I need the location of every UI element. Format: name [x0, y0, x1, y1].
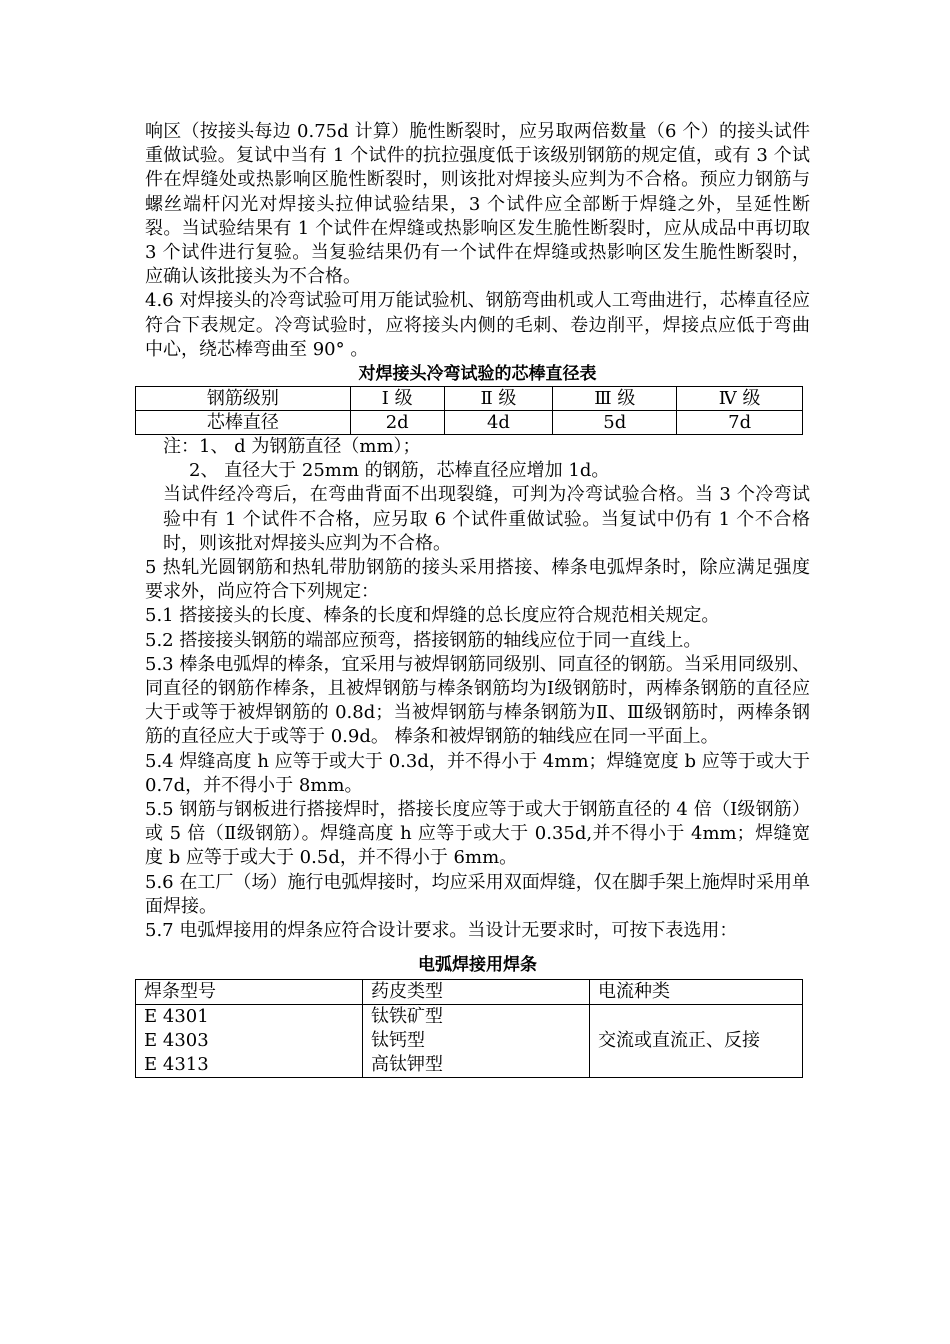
- table-cell: 芯棒直径: [136, 411, 351, 435]
- table-cell: 焊条型号: [136, 980, 363, 1005]
- table-cell: 2d: [350, 411, 444, 435]
- paragraph-5-7: 5.7 电弧焊接用的焊条应符合设计要求。当设计无要求时，可按下表选用：: [145, 920, 738, 942]
- coating-type: 钛铁矿型: [371, 1006, 443, 1028]
- table-row: [136, 980, 803, 1005]
- paragraph-5-3: 5.3 棒条电弧焊的棒条，宜采用与被焊钢筋同级别、同直径的钢筋。当采用同级别、同直径的钢筋作棒条，且被焊钢筋与棒条钢筋均为Ⅰ级钢筋时，两棒条钢筋的直径应大于或等于被焊钢筋的 0.8d；当被焊钢筋与棒条钢筋为Ⅱ、Ⅲ级钢筋时，两棒条钢筋的直径应大于或等于 0.9d。 棒条和被焊钢筋的轴线应在同一平面上。: [145, 653, 810, 748]
- table-cell: Ⅲ 级: [553, 387, 677, 411]
- note-1: 注：1、 d 为钢筋直径（mm）；: [163, 436, 421, 458]
- paragraph-5-2: 5.2 搭接接头钢筋的端部应预弯，搭接钢筋的轴线应位于同一直线上。: [145, 629, 702, 651]
- coating-types-cell: [363, 1005, 590, 1078]
- table-row: [136, 387, 803, 411]
- table-cell: 电流种类: [590, 980, 803, 1005]
- mandrel-diameter-table: [135, 386, 803, 435]
- table2-title: 电弧焊接用焊条: [418, 955, 537, 976]
- paragraph-5-1: 5.1 搭接接头的长度、棒条的长度和焊缝的总长度应符合规范相关规定。: [145, 605, 720, 627]
- table-cell: Ⅰ 级: [350, 387, 444, 411]
- table-cell: Ⅳ 级: [677, 387, 803, 411]
- table-cell: 5d: [553, 411, 677, 435]
- electrode-model: E 4313: [144, 1054, 209, 1076]
- table-row: [136, 1005, 803, 1078]
- paragraph-5-6: 5.6 在工厂（场）施行电弧焊接时，均应采用双面焊缝，仅在脚手架上施焊时采用单面焊接。: [145, 871, 810, 917]
- table1-title: 对焊接头冷弯试验的芯棒直径表: [358, 364, 597, 385]
- paragraph-5-4: 5.4 焊缝高度 h 应等于或大于 0.3d，并不得小于 4mm；焊缝宽度 b 应等于或大于 0.7d，并不得小于 8mm。: [145, 750, 810, 796]
- document-page: [145, 120, 810, 1078]
- table-cell: 药皮类型: [363, 980, 590, 1005]
- electrode-table: [135, 979, 803, 1078]
- table-cell: 4d: [444, 411, 553, 435]
- electrode-models-cell: [136, 1005, 363, 1078]
- coating-type: 钛钙型: [371, 1030, 425, 1052]
- paragraph-5: 5 热轧光圆钢筋和热轧带肋钢筋的接头采用搭接、棒条电弧焊条时，除应满足强度要求外，尚应符合下列规定：: [145, 557, 810, 603]
- coating-type: 高钛钾型: [371, 1054, 443, 1076]
- paragraph-brittle-fracture: 响区（按接头每边 0.75d 计算）脆性断裂时，应另取两倍数量（6 个）的接头试件重做试验。复试中当有 1 个试件的抗拉强度低于该级别钢筋的规定值，或有 3 个试件在焊缝处或热影响区脆性断裂时，则该批对焊接头应判为不合格。预应力钢筋与螺丝端杆闪光对焊接头拉伸试验结果，3 个试件应全部断于焊缝之外，呈延性断裂。当试验结果有 1 个试件在焊缝或热影响区发生脆性断裂时，应从成品中再切取 3 个试件进行复验。当复验结果仍有一个试件在焊缝或热影响区发生脆性断裂时，应确认该批接头为不合格。: [145, 121, 810, 288]
- current-type-cell: 交流或直流正、反接: [590, 1005, 803, 1078]
- note-2: 2、 直径大于 25mm 的钢筋，芯棒直径应增加 1d。: [189, 460, 610, 482]
- electrode-model: E 4301: [144, 1006, 209, 1028]
- paragraph-5-5: 5.5 钢筋与钢板进行搭接焊时，搭接长度应等于或大于钢筋直径的 4 倍（Ⅰ级钢筋）或 5 倍（Ⅱ级钢筋）。焊缝高度 h 应等于或大于 0.35d,并不得小于 4mm；焊缝宽度 b 应等于或大于 0.5d，并不得小于 6mm。: [145, 799, 810, 869]
- paragraph-4-6: 4.6 对焊接头的冷弯试验可用万能试验机、钢筋弯曲机或人工弯曲进行，芯棒直径应符合下表规定。冷弯试验时，应将接头内侧的毛刺、卷边削平，焊接点应低于弯曲中心，绕芯棒弯曲至 90° 。: [145, 290, 810, 360]
- table-cell: 7d: [677, 411, 803, 435]
- table-cell: Ⅱ 级: [444, 387, 553, 411]
- paragraph-cold-bend-result: 当试件经冷弯后，在弯曲背面不出现裂缝，可判为冷弯试验合格。当 3 个冷弯试验中有 1 个试件不合格，应另取 6 个试件重做试验。当复试中仍有 1 个不合格时，则该批对焊接头应判为不合格。: [163, 484, 810, 554]
- table-row: [136, 411, 803, 435]
- table-cell: 钢筋级别: [136, 387, 351, 411]
- electrode-model: E 4303: [144, 1030, 209, 1052]
